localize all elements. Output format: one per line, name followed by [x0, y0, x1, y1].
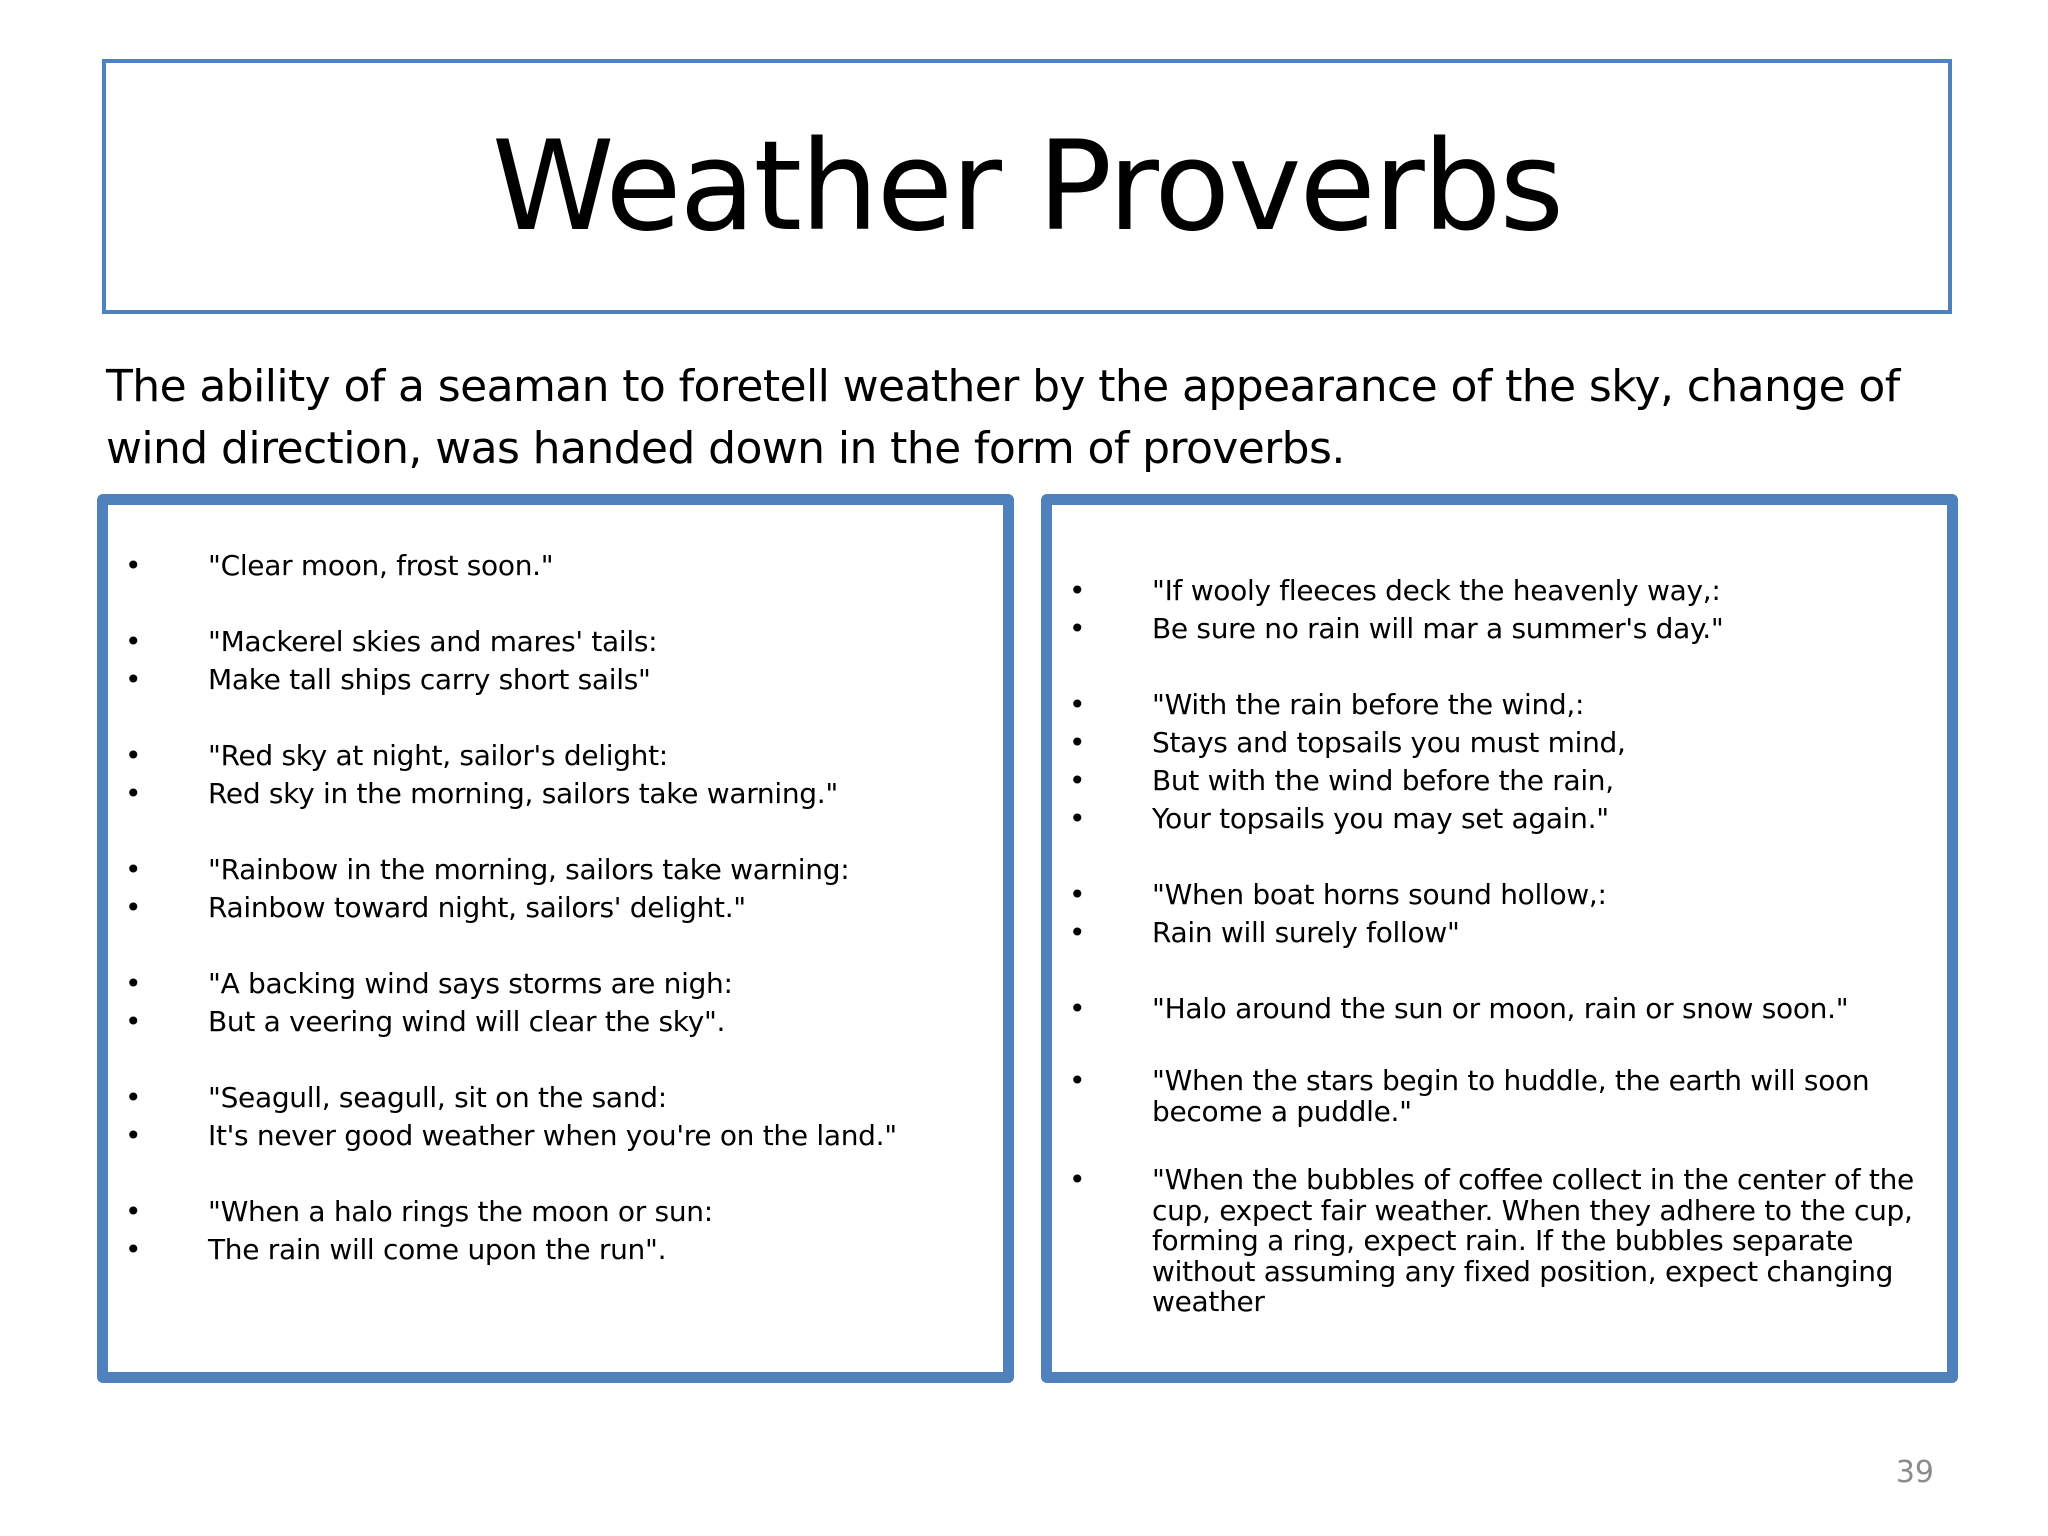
left-proverbs-panel: [97, 494, 1014, 1383]
proverb-line: [108, 851, 1003, 889]
proverb-text: Rainbow toward night, sailors' delight.": [208, 891, 746, 924]
bullet-icon: •: [1069, 688, 1086, 721]
bullet-icon: •: [1069, 1064, 1086, 1097]
proverb-text: It's never good weather when you're on the land.": [208, 1119, 897, 1152]
proverb-line: [108, 1117, 1003, 1155]
bullet-icon: •: [125, 1119, 142, 1152]
proverb-line: [108, 889, 1003, 927]
proverb-group: [108, 623, 1003, 699]
proverb-line: [1052, 610, 1947, 648]
proverb-line: [108, 775, 1003, 813]
bullet-icon: •: [125, 663, 142, 696]
proverb-line: [108, 1231, 1003, 1269]
proverb-text: "If wooly fleeces deck the heavenly way,:: [1152, 574, 1721, 607]
proverb-line: [108, 623, 1003, 661]
proverb-line: [108, 1079, 1003, 1117]
proverb-line: [108, 547, 1003, 585]
bullet-icon: •: [125, 853, 142, 886]
bullet-icon: •: [125, 625, 142, 658]
page-number: 39: [1895, 1455, 1934, 1490]
right-proverbs-list: [1052, 572, 1947, 1356]
proverb-group: [1052, 990, 1947, 1028]
slide-title: Weather Proverbs: [491, 114, 1563, 259]
proverb-text: But a veering wind will clear the sky".: [208, 1005, 726, 1038]
proverb-group: [108, 547, 1003, 585]
proverb-line: [108, 1003, 1003, 1041]
bullet-icon: •: [125, 1195, 142, 1228]
proverb-line: [108, 965, 1003, 1003]
proverb-text: "Red sky at night, sailor's delight:: [208, 739, 668, 772]
proverb-line: [1052, 724, 1947, 762]
proverb-group: [108, 1193, 1003, 1269]
proverb-text: Your topsails you may set again.": [1152, 802, 1609, 835]
proverb-line: [1052, 876, 1947, 914]
proverb-line: [108, 737, 1003, 775]
bullet-icon: •: [1069, 726, 1086, 759]
bullet-icon: •: [125, 1233, 142, 1266]
proverb-text: "When boat horns sound hollow,:: [1152, 878, 1607, 911]
bullet-icon: •: [1069, 878, 1086, 911]
bullet-icon: •: [125, 1081, 142, 1114]
proverb-group: [108, 1079, 1003, 1155]
proverb-line: [1052, 762, 1947, 800]
proverb-group: [1052, 686, 1947, 838]
bullet-icon: •: [125, 967, 142, 1000]
proverb-text: "When a halo rings the moon or sun:: [208, 1195, 713, 1228]
bullet-icon: •: [125, 1005, 142, 1038]
proverb-line: [1052, 686, 1947, 724]
bullet-icon: •: [125, 549, 142, 582]
proverb-text: "Halo around the sun or moon, rain or snow soon.": [1152, 992, 1849, 1025]
proverb-group: [1052, 572, 1947, 648]
left-proverbs-list: [108, 547, 1003, 1307]
title-box: [102, 59, 1952, 314]
right-proverbs-panel: [1041, 494, 1958, 1383]
proverb-group: [1052, 876, 1947, 952]
bullet-icon: •: [125, 739, 142, 772]
proverb-line: [108, 1193, 1003, 1231]
bullet-icon: •: [1069, 992, 1086, 1025]
proverb-text: "Mackerel skies and mares' tails:: [208, 625, 658, 658]
bullet-icon: •: [1069, 612, 1086, 645]
proverb-text: "Seagull, seagull, sit on the sand:: [208, 1081, 667, 1114]
bullet-icon: •: [1069, 916, 1086, 949]
proverb-line: [108, 661, 1003, 699]
proverb-line: [1052, 990, 1947, 1028]
proverb-group: [1052, 1165, 1947, 1318]
bullet-icon: •: [125, 891, 142, 924]
proverb-text: But with the wind before the rain,: [1152, 764, 1614, 797]
proverb-line: [1052, 572, 1947, 610]
proverb-text: Rain will surely follow": [1152, 916, 1460, 949]
proverb-text: Be sure no rain will mar a summer's day.": [1152, 612, 1724, 645]
proverb-group: [108, 737, 1003, 813]
proverb-text: "Rainbow in the morning, sailors take warning:: [208, 853, 850, 886]
proverb-text: "When the bubbles of coffee collect in the center of the cup, expect fair weather. When they adhere to the cup, forming a ring, expect rain. If the bubbles separate without assuming any fixed position, expect changing weather: [1152, 1163, 1914, 1318]
proverb-text: The rain will come upon the run".: [208, 1233, 667, 1266]
proverb-text: "With the rain before the wind,:: [1152, 688, 1585, 721]
proverb-group: [108, 965, 1003, 1041]
proverb-text: Stays and topsails you must mind,: [1152, 726, 1626, 759]
proverb-text: Make tall ships carry short sails": [208, 663, 651, 696]
proverb-line: [1052, 800, 1947, 838]
proverb-text: Red sky in the morning, sailors take warning.": [208, 777, 838, 810]
bullet-icon: •: [1069, 764, 1086, 797]
proverb-group: [1052, 1066, 1947, 1127]
intro-paragraph: The ability of a seaman to foretell weather by the appearance of the sky, change of wind direction, was handed down in the form of proverbs.: [106, 361, 1900, 474]
proverb-group: [108, 851, 1003, 927]
proverb-text: "Clear moon, frost soon.": [208, 549, 554, 582]
proverb-line: [1052, 1165, 1947, 1318]
proverb-text: "When the stars begin to huddle, the earth will soon become a puddle.": [1152, 1064, 1870, 1128]
bullet-icon: •: [1069, 574, 1086, 607]
bullet-icon: •: [125, 777, 142, 810]
proverb-text: "A backing wind says storms are nigh:: [208, 967, 733, 1000]
proverb-line: [1052, 1066, 1947, 1127]
bullet-icon: •: [1069, 1163, 1086, 1196]
proverb-line: [1052, 914, 1947, 952]
bullet-icon: •: [1069, 802, 1086, 835]
